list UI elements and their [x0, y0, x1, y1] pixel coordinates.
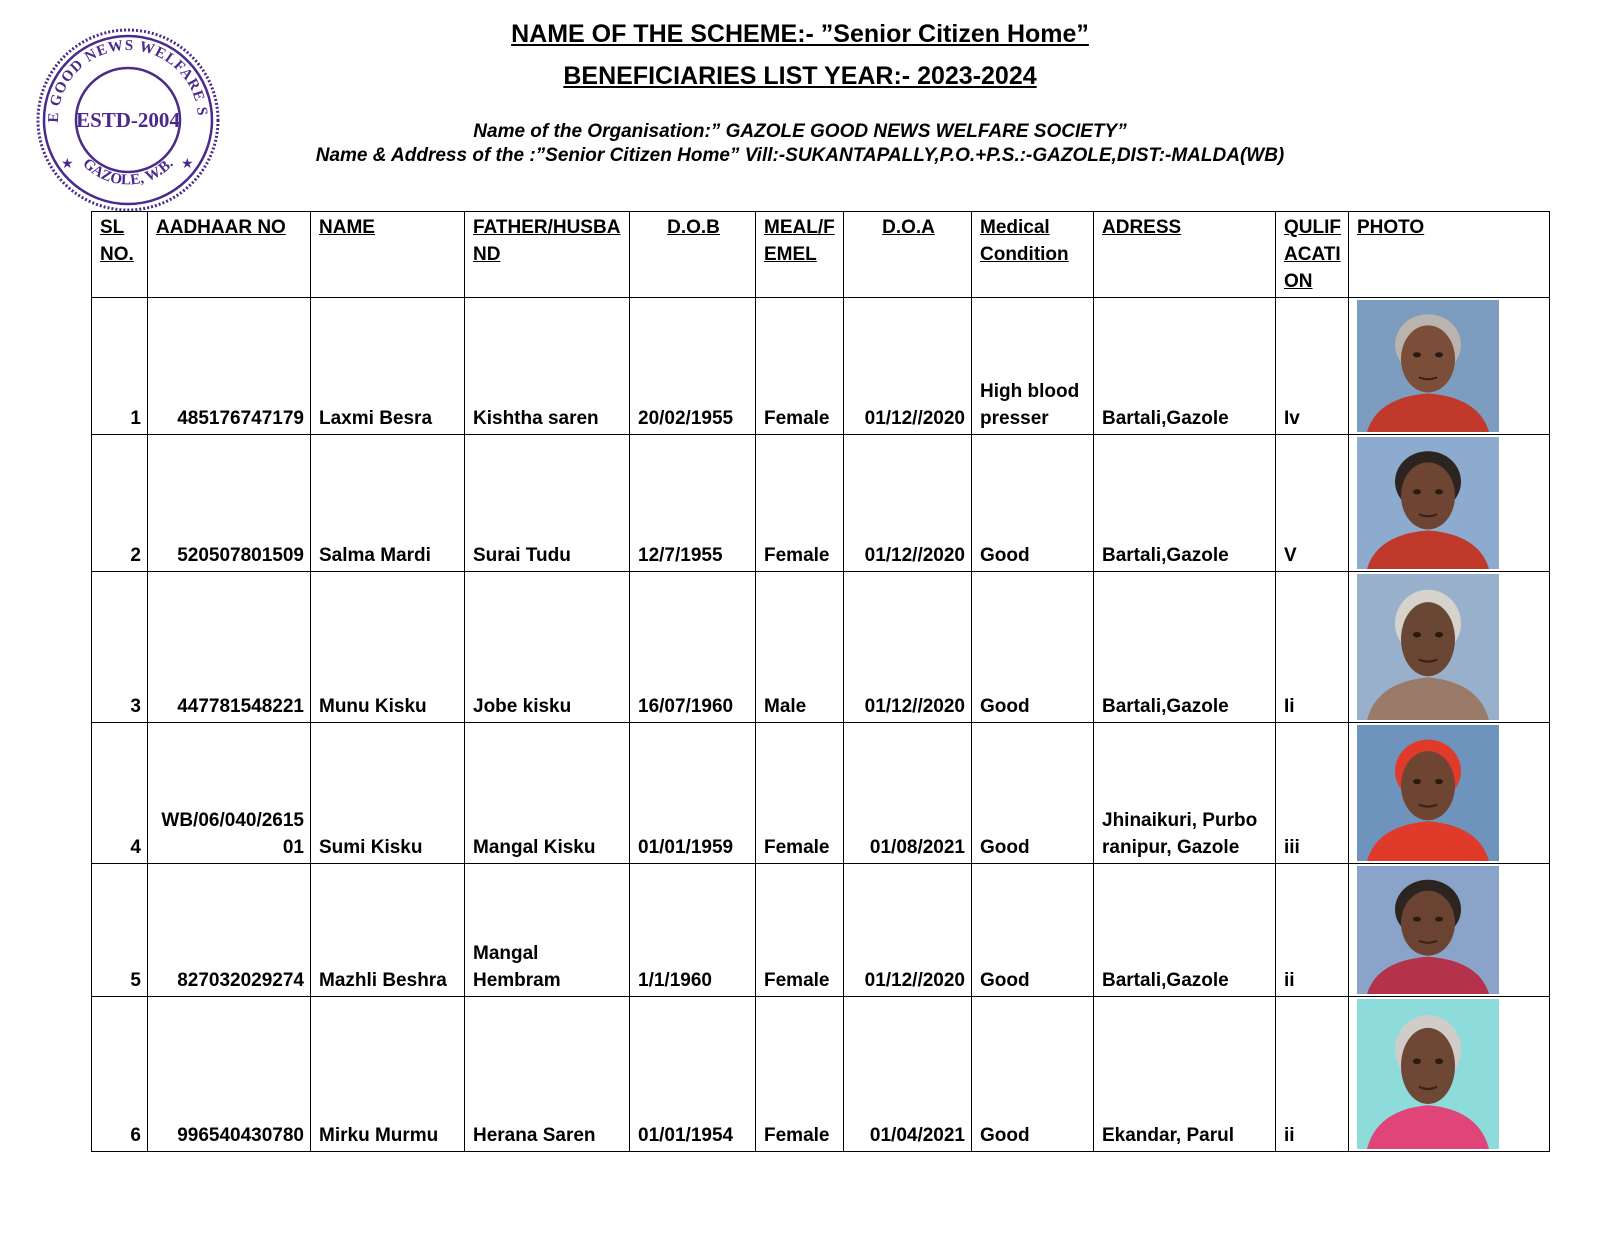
cell-gender: Female: [756, 298, 844, 435]
portrait-photo-icon: [1357, 574, 1499, 720]
cell-qualification: Ii: [1276, 572, 1349, 723]
svg-text:GAZOLE, W.B.: GAZOLE, W.B.: [79, 155, 177, 189]
col-header-father: FATHER/HUSBAND: [465, 212, 630, 298]
cell-photo: [1349, 864, 1550, 997]
cell-address: Bartali,Gazole: [1094, 572, 1276, 723]
table-row: [92, 572, 1550, 723]
cell-address: Ekandar, Parul: [1094, 997, 1276, 1152]
portrait-photo-icon: [1357, 437, 1499, 569]
cell-gender: Female: [756, 435, 844, 572]
beneficiaries-table: [91, 211, 1550, 1152]
cell-sl: 4: [92, 723, 148, 864]
cell-father: Surai Tudu: [465, 435, 630, 572]
cell-aadhaar: 996540430780: [148, 997, 311, 1152]
svg-text:ESTD-2004: ESTD-2004: [76, 108, 180, 132]
cell-sl: 5: [92, 864, 148, 997]
cell-qualification: ii: [1276, 864, 1349, 997]
cell-photo: [1349, 435, 1550, 572]
cell-dob: 12/7/1955: [630, 435, 756, 572]
col-header-dob: D.O.B: [630, 212, 756, 298]
cell-dob: 01/01/1954: [630, 997, 756, 1152]
col-header-qualification: QULIFACATION: [1276, 212, 1349, 298]
table-header-row: [92, 212, 1550, 298]
col-header-photo: PHOTO: [1349, 212, 1550, 298]
cell-father: Mangal Hembram: [465, 864, 630, 997]
cell-aadhaar: WB/06/040/261501: [148, 723, 311, 864]
col-header-sl: SL NO.: [92, 212, 148, 298]
cell-qualification: iii: [1276, 723, 1349, 864]
cell-name: Mazhli Beshra: [311, 864, 465, 997]
col-header-aadhaar: AADHAAR NO: [148, 212, 311, 298]
col-header-address: ADRESS: [1094, 212, 1276, 298]
cell-photo: [1349, 298, 1550, 435]
society-seal: [28, 28, 228, 218]
cell-aadhaar: 827032029274: [148, 864, 311, 997]
seal-stamp-icon: [28, 28, 228, 218]
cell-gender: Female: [756, 723, 844, 864]
cell-sl: 6: [92, 997, 148, 1152]
svg-text:★: ★: [61, 155, 74, 171]
cell-father: Jobe kisku: [465, 572, 630, 723]
table-row: [92, 298, 1550, 435]
cell-aadhaar: 520507801509: [148, 435, 311, 572]
cell-name: Laxmi Besra: [311, 298, 465, 435]
svg-text:GAZOLE GOOD NEWS WELFARE SOCIE: E GOOD NEWS WELFARE S: [45, 37, 211, 123]
cell-qualification: Iv: [1276, 298, 1349, 435]
cell-photo: [1349, 723, 1550, 864]
cell-medical: Good: [972, 997, 1094, 1152]
cell-medical: Good: [972, 435, 1094, 572]
cell-photo: [1349, 572, 1550, 723]
portrait-photo-icon: [1357, 725, 1499, 861]
cell-name: Mirku Murmu: [311, 997, 465, 1152]
cell-gender: Female: [756, 864, 844, 997]
cell-father: Mangal Kisku: [465, 723, 630, 864]
cell-dob: 1/1/1960: [630, 864, 756, 997]
cell-gender: Female: [756, 997, 844, 1152]
cell-sl: 3: [92, 572, 148, 723]
table-row: [92, 723, 1550, 864]
cell-qualification: V: [1276, 435, 1349, 572]
cell-medical: Good: [972, 864, 1094, 997]
cell-father: Herana Saren: [465, 997, 630, 1152]
cell-medical: High blood presser: [972, 298, 1094, 435]
portrait-photo-icon: [1357, 999, 1499, 1149]
list-title: BENEFICIARIES LIST YEAR:- 2023-2024: [563, 62, 1037, 90]
cell-doa: 01/12//2020: [844, 864, 972, 997]
scheme-title: NAME OF THE SCHEME:- ”Senior Citizen Home”: [511, 20, 1089, 48]
svg-text:★: ★: [181, 155, 194, 171]
cell-doa: 01/12//2020: [844, 435, 972, 572]
cell-name: Sumi Kisku: [311, 723, 465, 864]
portrait-photo-icon: [1357, 300, 1499, 432]
cell-photo: [1349, 997, 1550, 1152]
table-row: [92, 997, 1550, 1152]
cell-sl: 1: [92, 298, 148, 435]
cell-name: Salma Mardi: [311, 435, 465, 572]
table-row: [92, 435, 1550, 572]
cell-dob: 01/01/1959: [630, 723, 756, 864]
cell-medical: Good: [972, 723, 1094, 864]
col-header-medical: Medical Condition: [972, 212, 1094, 298]
cell-medical: Good: [972, 572, 1094, 723]
cell-dob: 20/02/1955: [630, 298, 756, 435]
col-header-gender: MEAL/FEMEL: [756, 212, 844, 298]
cell-dob: 16/07/1960: [630, 572, 756, 723]
cell-gender: Male: [756, 572, 844, 723]
cell-name: Munu Kisku: [311, 572, 465, 723]
cell-doa: 01/12//2020: [844, 298, 972, 435]
cell-doa: 01/12//2020: [844, 572, 972, 723]
cell-doa: 01/08/2021: [844, 723, 972, 864]
portrait-photo-icon: [1357, 866, 1499, 994]
cell-sl: 2: [92, 435, 148, 572]
cell-address: Bartali,Gazole: [1094, 864, 1276, 997]
col-header-name: NAME: [311, 212, 465, 298]
cell-address: Jhinaikuri, Purbo ranipur, Gazole: [1094, 723, 1276, 864]
cell-address: Bartali,Gazole: [1094, 298, 1276, 435]
organisation-line: Name of the Organisation:” GAZOLE GOOD NEWS WELFARE SOCIETY”: [473, 121, 1127, 142]
cell-doa: 01/04/2021: [844, 997, 972, 1152]
table-row: [92, 864, 1550, 997]
cell-qualification: ii: [1276, 997, 1349, 1152]
col-header-doa: D.O.A: [844, 212, 972, 298]
cell-aadhaar: 485176747179: [148, 298, 311, 435]
cell-aadhaar: 447781548221: [148, 572, 311, 723]
cell-father: Kishtha saren: [465, 298, 630, 435]
address-line: Name & Address of the :”Senior Citizen Home” Vill:-SUKANTAPALLY,P.O.+P.S.:-GAZOLE,DIST:-MALDA(WB): [315, 145, 1285, 166]
cell-address: Bartali,Gazole: [1094, 435, 1276, 572]
